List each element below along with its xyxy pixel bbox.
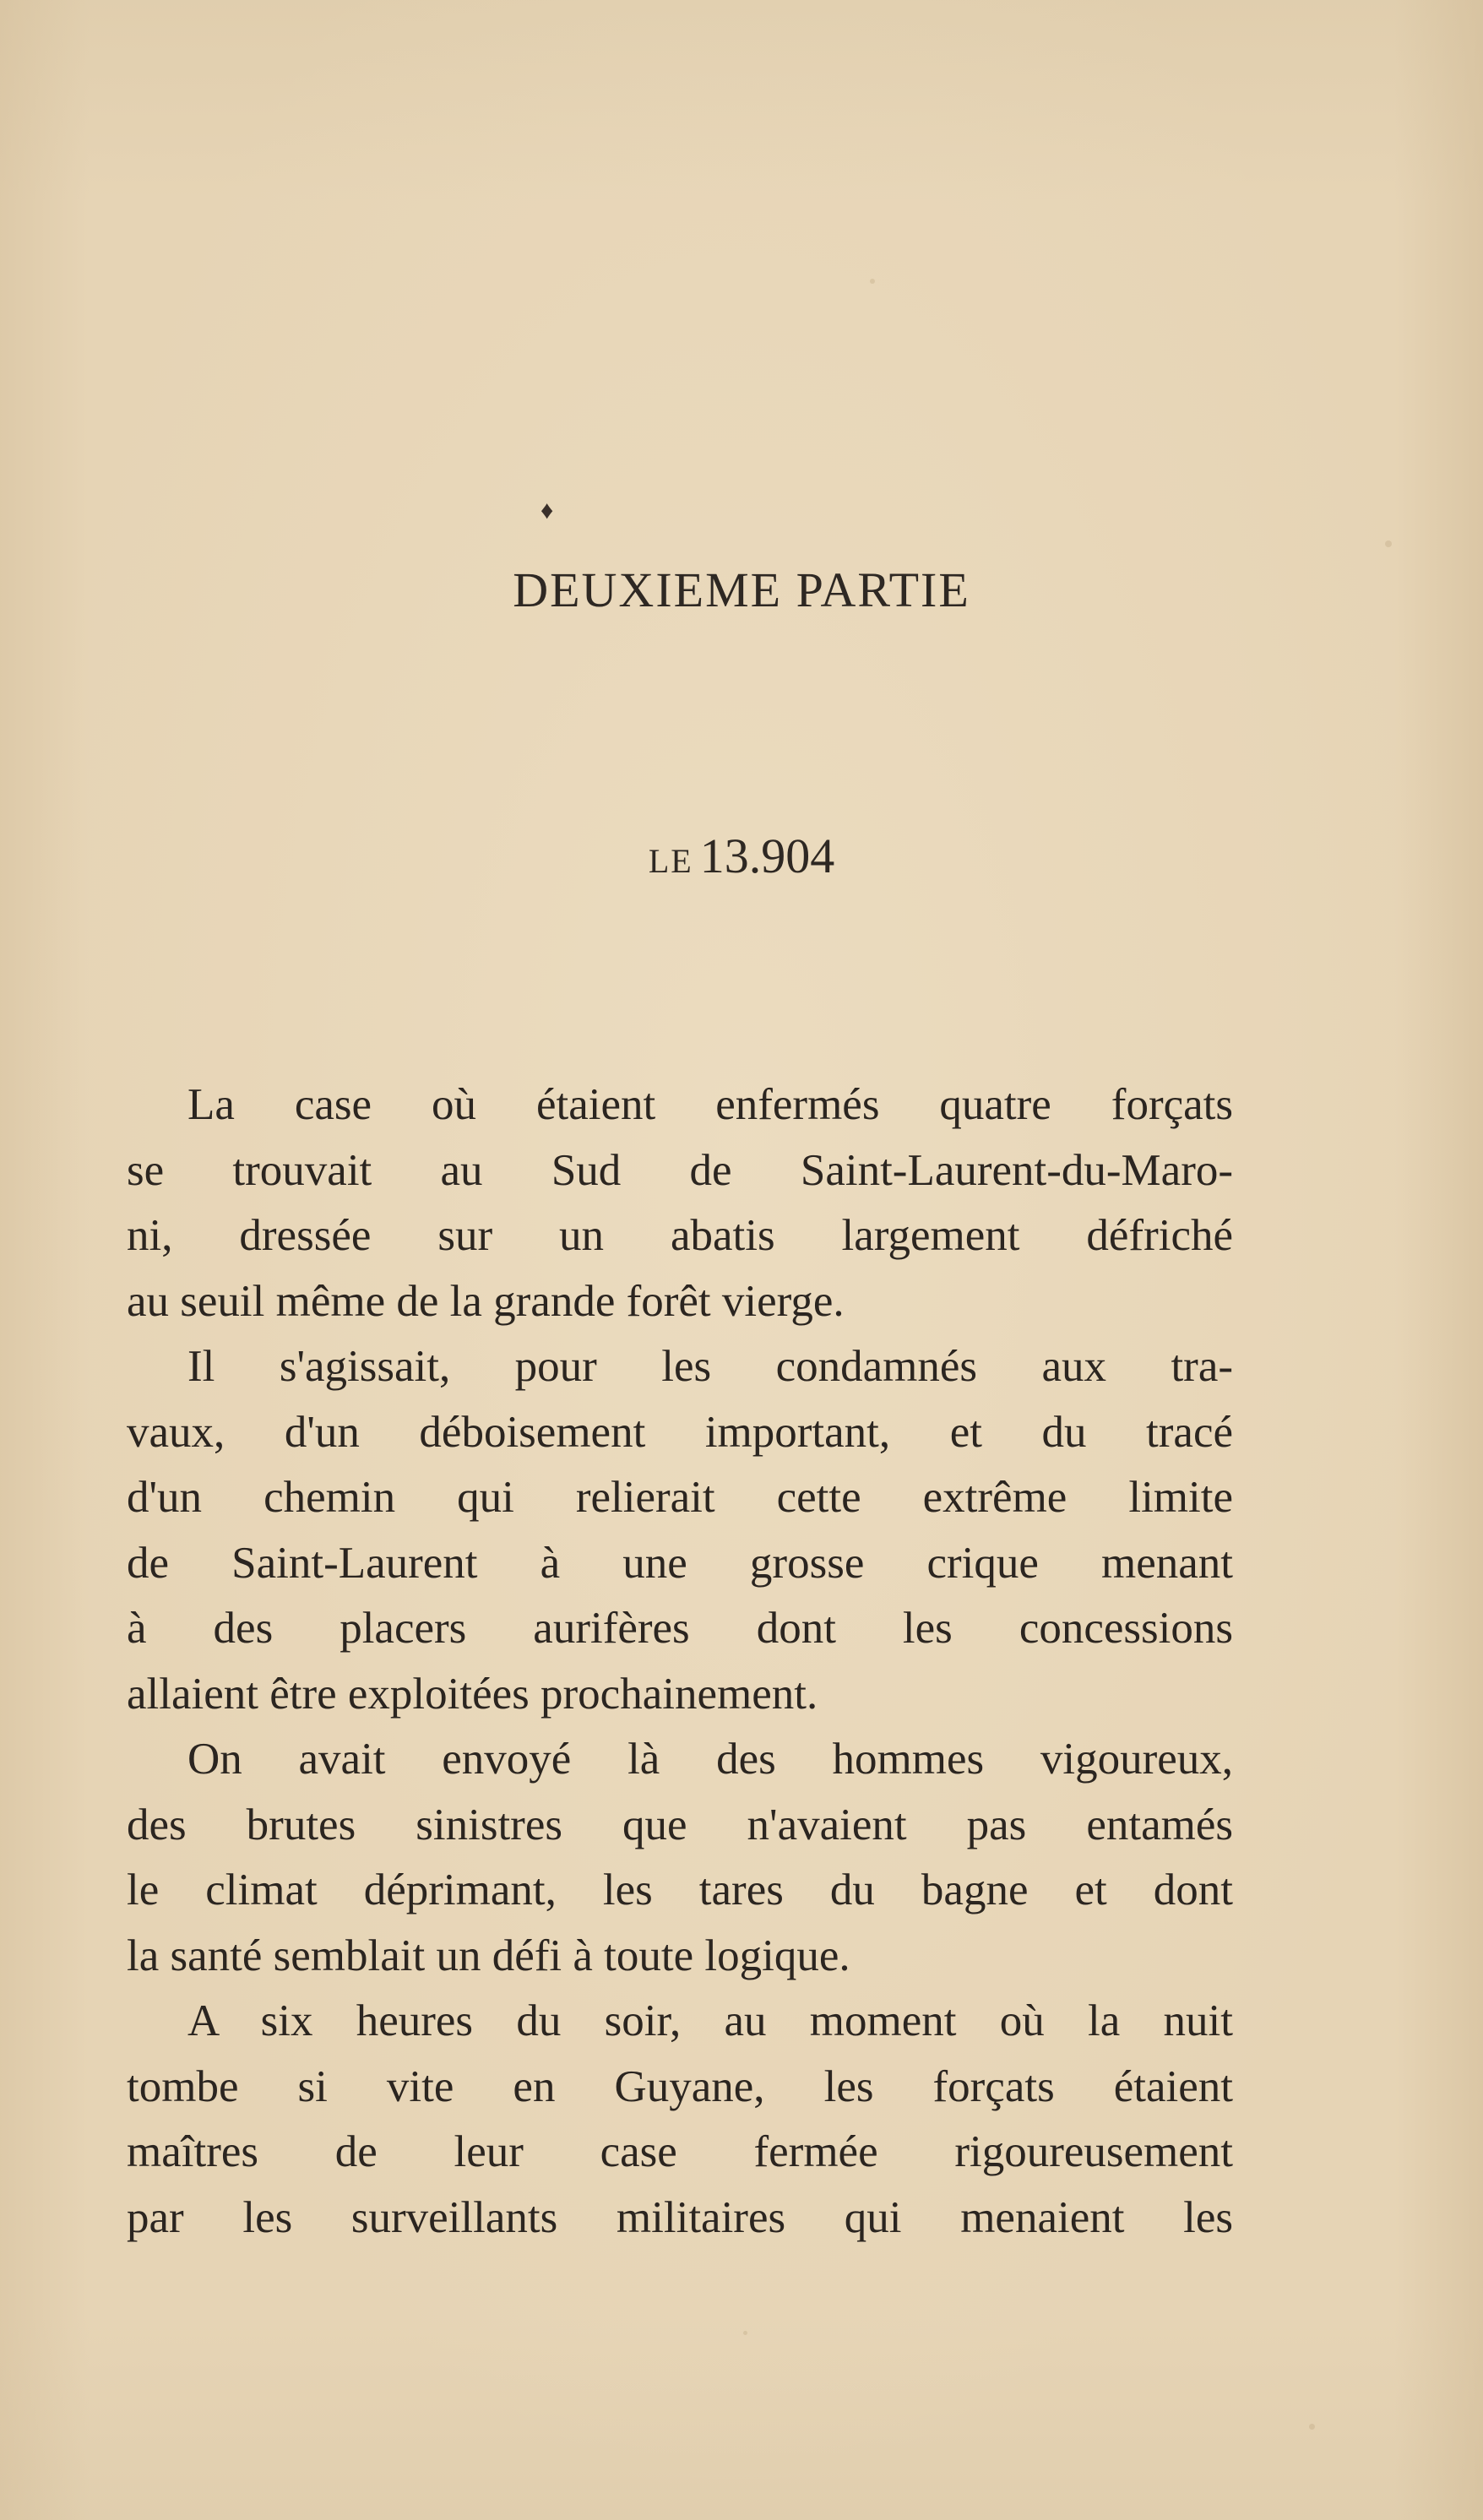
paper-speck <box>743 2331 747 2335</box>
ornament-mark: ♦ <box>541 497 554 524</box>
text-line: La case où étaient enfermés quatre forçats <box>187 1080 1233 1129</box>
part-title: DEUXIEME PARTIE <box>513 562 970 617</box>
text-line: au seuil même de la grande forêt vierge. <box>127 1276 845 1326</box>
body-text <box>127 1073 1233 2251</box>
text-line: ni, dressée sur un abatis largement défriché <box>127 1211 1233 1260</box>
paper-speck <box>1309 2424 1315 2430</box>
text-line: Il s'agissait, pour les condamnés aux tra- <box>187 1342 1233 1391</box>
text-line: allaient être exploitées prochainement. <box>127 1669 818 1719</box>
text-line: la santé semblait un défi à toute logique. <box>127 1931 850 1980</box>
text-line: de Saint-Laurent à une grosse crique menant <box>127 1538 1233 1588</box>
text-line: vaux, d'un déboisement important, et du tracé <box>127 1407 1233 1457</box>
text-line: maîtres de leur case fermée rigoureusement <box>127 2127 1233 2176</box>
paragraph-2 <box>127 1334 1233 1727</box>
text-line: se trouvait au Sud de Saint-Laurent-du-Maro- <box>127 1145 1233 1195</box>
text-line: des brutes sinistres que n'avaient pas entamés <box>127 1800 1233 1849</box>
text-line: tombe si vite en Guyane, les forçats étaient <box>127 2061 1233 2111</box>
paper-speck <box>870 279 875 284</box>
paragraph-1 <box>127 1073 1233 1334</box>
text-line: le climat déprimant, les tares du bagne et dont <box>127 1866 1233 1914</box>
chapter-title <box>0 828 1483 883</box>
text-line: à des placers aurifères dont les concessions <box>127 1604 1233 1653</box>
chapter-prefix: LE <box>648 842 693 880</box>
paper-speck <box>1385 540 1392 547</box>
text-line: par les surveillants militaires qui menaient les <box>127 2192 1233 2242</box>
text-line: d'un chemin qui relierait cette extrême limite <box>127 1473 1233 1522</box>
text-line: On avait envoyé là des hommes vigoureux, <box>187 1735 1233 1784</box>
text-line: A six heures du soir, au moment où la nuit <box>187 1996 1233 2045</box>
paragraph-4 <box>127 1989 1233 2251</box>
paragraph-3 <box>127 1727 1233 1989</box>
chapter-number: 13.904 <box>699 828 835 883</box>
